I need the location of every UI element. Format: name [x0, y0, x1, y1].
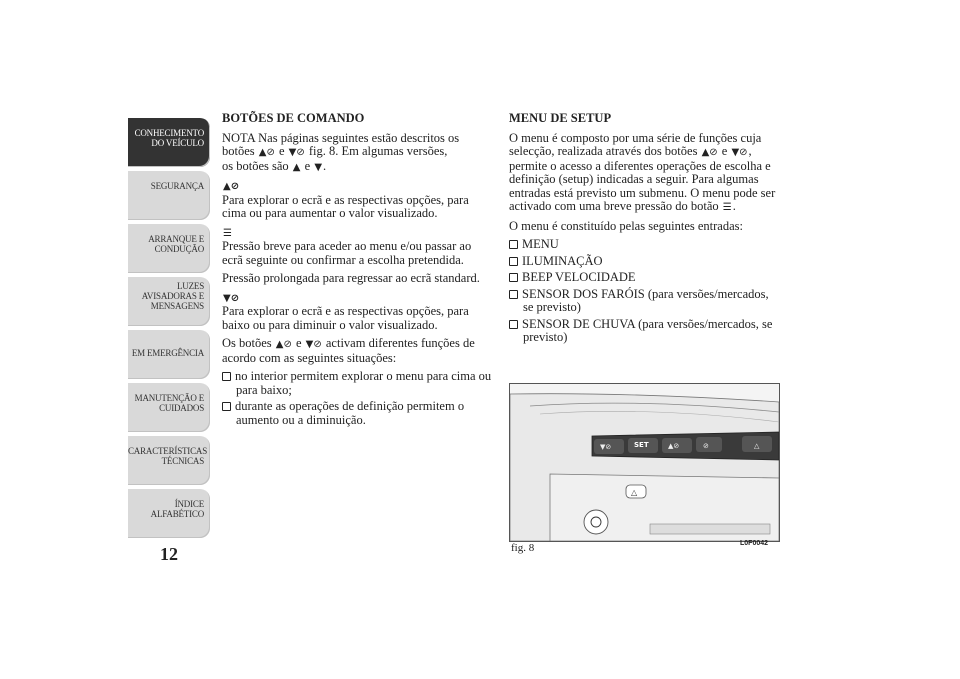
radio-panel-illustration [510, 384, 779, 541]
up-button-icon: ▲⊘ [258, 147, 275, 158]
list-item: MENU [509, 238, 781, 252]
list-item: durante as operações de definição permitem o aumento ou a diminuição. [222, 400, 494, 427]
os-botoes-paragraph: Os botões ▲⊘ e ▼⊘ activam diferentes funções de acordo com as seguintes situações: [222, 336, 475, 365]
checkbox-bullet-icon [509, 320, 518, 329]
tab-manutencao[interactable]: MANUTENÇÃO E CUIDADOS [128, 383, 210, 432]
page-number: 12 [160, 544, 178, 564]
right-column [509, 112, 781, 348]
svg-text:△: △ [631, 488, 638, 497]
checkbox-bullet-icon [509, 273, 518, 282]
checkbox-bullet-icon [509, 290, 518, 299]
list-item: SENSOR DOS FARÓIS (para versões/mercados, se previsto) [509, 288, 781, 315]
list-item: ILUMINAÇÃO [509, 255, 781, 269]
section-heading: MENU DE SETUP [509, 111, 612, 125]
tab-arranque[interactable]: ARRANQUE E CONDUÇÃO [128, 224, 210, 273]
svg-text:⊘: ⊘ [703, 442, 709, 450]
checkbox-bullet-icon [222, 402, 231, 411]
svg-text:△: △ [754, 442, 760, 450]
section-heading: BOTÕES DE COMANDO [222, 111, 365, 125]
list-intro: O menu é constituído pelas seguintes entradas: [509, 218, 743, 233]
down-arrow-icon: ▼ [314, 161, 323, 173]
checkbox-bullet-icon [509, 257, 518, 266]
up-description: Para explorar o ecrã e as respectivas opções, para cima ou para aumentar o valor visualizado. [222, 192, 469, 220]
down-button-icon: ▼⊘ [223, 292, 240, 304]
set-button-icon: ☰ [722, 202, 732, 213]
set-label: SET [634, 441, 649, 449]
down-button-icon: ▼⊘ [288, 147, 305, 158]
tab-caracteristicas[interactable]: CARACTERÍSTICAS TÉCNICAS [128, 436, 210, 485]
svg-text:▲⊘: ▲⊘ [668, 442, 680, 450]
up-button-icon: ▲⊘ [275, 339, 292, 350]
up-arrow-icon: ▲ [292, 161, 301, 173]
set-short-description: Pressão breve para aceder ao menu e/ou passar ao ecrã seguinte ou confirmar a escolha pretendida. [222, 239, 472, 267]
down-button-icon: ▼⊘ [305, 339, 322, 350]
list-item: BEEP VELOCIDADE [509, 271, 781, 285]
figure-code: L0F0042 [740, 540, 769, 547]
tab-conhecimento[interactable]: CONHECIMENTO DO VEÍCULO [128, 118, 210, 167]
tab-luzes[interactable]: LUZES AVISADORAS E MENSAGENS [128, 277, 210, 326]
list-item: no interior permitem explorar o menu para cima ou para baixo; [222, 370, 494, 397]
menu-intro: O menu é composto por uma série de funções cuja selecção, realizada através dos botões ▲⊘ e ▼⊘, permite o acesso a diferentes operações de escolha e definição (setup) indicadas a seguir. Para algumas entradas está previsto um submenu. O menu pode ser activado com uma breve pressão do botão ☰. [509, 130, 776, 213]
set-button-icon: ☰ [223, 227, 232, 239]
tab-seguranca[interactable]: SEGURANÇA [128, 171, 210, 220]
down-description: Para explorar o ecrã e as respectivas opções, para baixo ou para diminuir o valor visualizado. [222, 304, 469, 332]
checkbox-bullet-icon [509, 240, 518, 249]
up-button-icon: ▲⊘ [701, 147, 718, 158]
up-button-icon: ▲⊘ [223, 181, 240, 192]
nota-paragraph: NOTA Nas páginas seguintes estão descritos os botões ▲⊘ e ▼⊘ fig. 8. Em algumas versões, os botões são ▲ e ▼. [222, 130, 460, 173]
tab-indice[interactable]: ÍNDICE ALFABÉTICO [128, 489, 210, 538]
figure-caption: fig. 8 [511, 542, 535, 554]
sidebar-tabs [128, 118, 210, 542]
dashboard-figure [509, 383, 780, 542]
down-button-icon: ▼⊘ [731, 147, 748, 158]
tab-emergencia[interactable]: EM EMERGÊNCIA [128, 330, 210, 379]
left-column [222, 112, 494, 430]
set-long-description: Pressão prolongada para regressar ao ecrã standard. [222, 271, 480, 285]
list-item: SENSOR DE CHUVA (para versões/mercados, se previsto) [509, 318, 781, 345]
checkbox-bullet-icon [222, 372, 231, 381]
svg-text:▼⊘: ▼⊘ [600, 443, 612, 451]
